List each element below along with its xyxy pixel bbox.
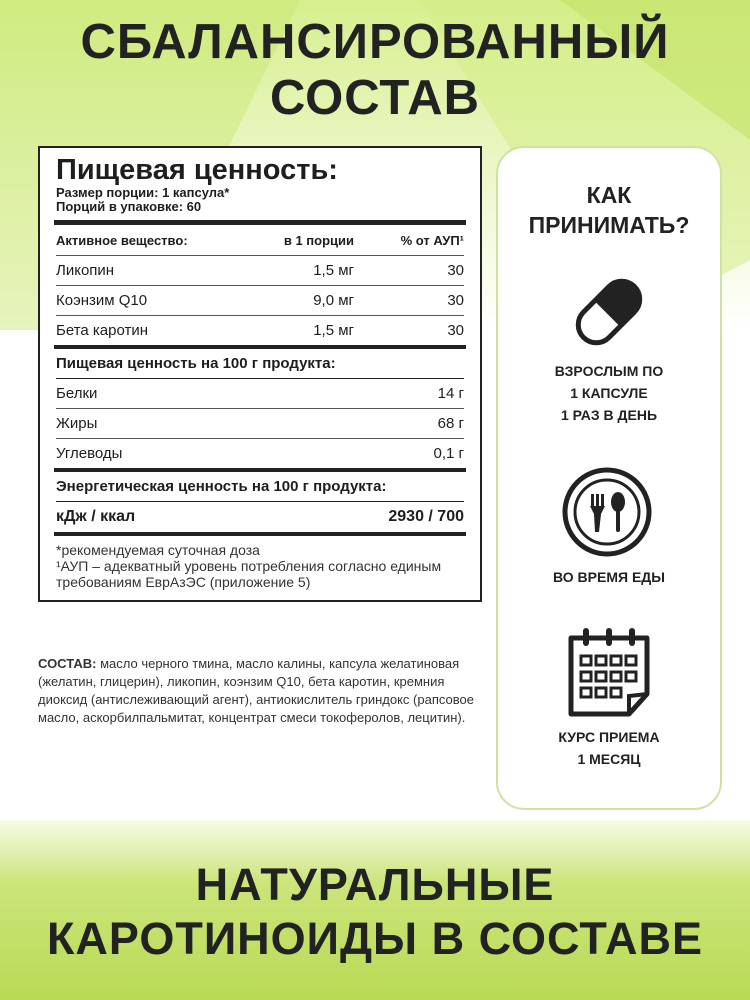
nutrition-facts-table — [38, 146, 482, 602]
table-row: Жиры 68 г — [56, 409, 464, 439]
how-to-take-panel — [496, 146, 722, 810]
footer-title: НАТУРАЛЬНЫЕ КАРОТИНОИДЫ В СОСТАВЕ — [46, 859, 704, 964]
energy-row: кДж / ккал 2930 / 700 — [56, 508, 464, 525]
table-row: Бета каротин 1,5 мг 30 — [56, 322, 464, 339]
divider — [54, 532, 466, 536]
how-to-take-title: КАК ПРИНИМАТЬ? — [528, 182, 690, 238]
composition-label: СОСТАВ: — [38, 656, 97, 671]
composition-text: СОСТАВ: масло черного тмина, масло калины, капсула желатиновая (желатин, глицерин), ликопин, коэнзим Q10, бета каротин, кремния диоксид (антислеживающий агент), антиокислитель гриндокс (рапсовое масло, аскорбилпальмитат, концентрат смеси токоферолов, лецитин). — [38, 656, 474, 725]
fork-spoon-icon — [561, 466, 653, 558]
table-row: Белки 14 г — [56, 379, 464, 409]
per100-section-title: Пищевая ценность на 100 г продукта: — [56, 349, 464, 379]
capsule-icon — [563, 266, 655, 358]
step-timing-text: ВО ВРЕМЯ ЕДЫ — [553, 569, 665, 585]
nutrition-title: Пищевая ценность: — [56, 154, 338, 186]
page-title: СБАЛАНСИРОВАННЫЙ СОСТАВ — [80, 15, 670, 125]
table-row: Ликопин 1,5 мг 30 — [56, 256, 464, 286]
calendar-icon — [565, 624, 653, 720]
energy-section-title: Энергетическая ценность на 100 г продукта: — [56, 472, 464, 502]
servings-per-pack: Порций в упаковке: 60 — [56, 199, 202, 214]
table-row: Коэнзим Q10 9,0 мг 30 — [56, 286, 464, 316]
footnotes: *рекомендуемая суточная доза ¹АУП – адекватный уровень потребления согласно единым требованиям ЕврАзЭС (приложение 5) — [56, 542, 442, 590]
serving-size: Размер порции: 1 капсула* — [56, 185, 230, 200]
table-header-row: Активное вещество: в 1 порции % от АУП¹ — [56, 225, 464, 256]
table-row: Углеводы 0,1 г — [56, 445, 464, 462]
step-dosage-text: ВЗРОСЛЫМ ПО 1 КАПСУЛЕ 1 РАЗ В ДЕНЬ — [554, 363, 664, 423]
step-course-text: КУРС ПРИЕМА 1 МЕСЯЦ — [558, 729, 660, 767]
